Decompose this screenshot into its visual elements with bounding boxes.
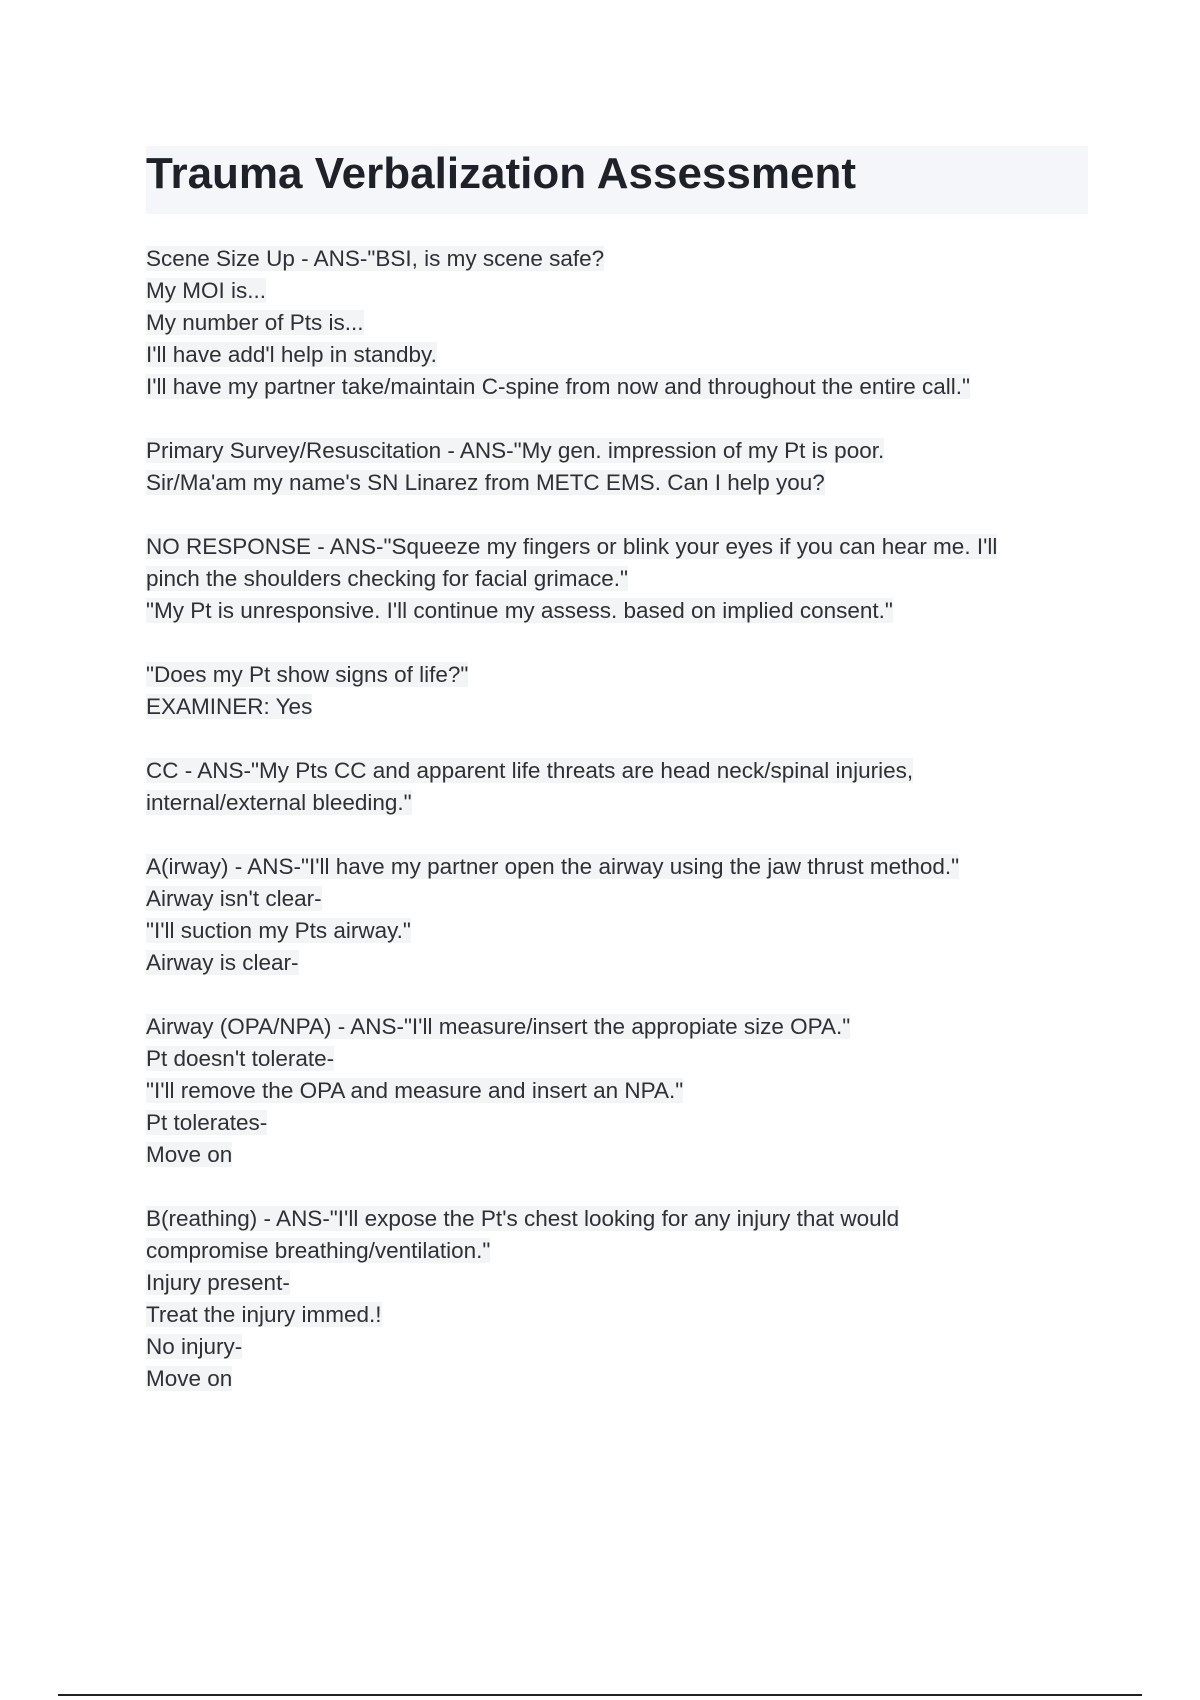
text-line [146,1139,1096,1171]
text-line [146,371,1096,403]
text-line-content: NO RESPONSE - ANS-"Squeeze my fingers or blink your eyes if you can hear me. I'll [146,534,998,559]
text-line-content: "I'll suction my Pts airway." [146,918,411,943]
text-line-content: "My Pt is unresponsive. I'll continue my assess. based on implied consent." [146,598,893,623]
text-line [146,339,1096,371]
qa-block [146,531,1096,627]
text-line [146,1235,1096,1267]
text-line [146,883,1096,915]
text-line [146,947,1096,979]
text-line-content: Injury present- [146,1270,290,1295]
text-line-content: My MOI is... [146,278,266,303]
footer-divider [58,1694,1142,1696]
text-line [146,1331,1096,1363]
text-line-content: CC - ANS-"My Pts CC and apparent life threats are head neck/spinal injuries, [146,758,914,783]
text-line-content: Sir/Ma'am my name's SN Linarez from METC EMS. Can I help you? [146,470,825,495]
text-line [146,1107,1096,1139]
text-line-content: Scene Size Up - ANS-"BSI, is my scene safe? [146,246,605,271]
text-line-content: Move on [146,1142,233,1167]
text-line [146,1203,1096,1235]
qa-block [146,659,1096,723]
qa-block [146,435,1096,499]
qa-block [146,1203,1096,1395]
qa-block [146,851,1096,979]
text-line-content: A(irway) - ANS-"I'll have my partner open the airway using the jaw thrust method." [146,854,960,879]
text-line-content: Move on [146,1366,233,1391]
qa-block [146,755,1096,819]
qa-block [146,1011,1096,1171]
text-line [146,563,1096,595]
text-line-content: internal/external bleeding." [146,790,412,815]
text-line [146,1363,1096,1395]
text-line-content: EXAMINER: Yes [146,694,313,719]
qa-block [146,243,1096,403]
text-line [146,659,1096,691]
text-line [146,467,1096,499]
text-line [146,1043,1096,1075]
text-line-content: My number of Pts is... [146,310,364,335]
text-line-content: I'll have my partner take/maintain C-spine from now and throughout the entire call." [146,374,970,399]
text-line-content: "I'll remove the OPA and measure and insert an NPA." [146,1078,684,1103]
text-line-content: Primary Survey/Resuscitation - ANS-"My gen. impression of my Pt is poor. [146,438,885,463]
text-line [146,595,1096,627]
text-line-content: I'll have add'l help in standby. [146,342,437,367]
text-line [146,275,1096,307]
text-line [146,1011,1096,1043]
text-line-content: Airway is clear- [146,950,299,975]
text-line [146,531,1096,563]
text-line-content: Pt tolerates- [146,1110,268,1135]
text-line [146,851,1096,883]
text-line [146,787,1096,819]
text-line [146,915,1096,947]
text-line-content: Pt doesn't tolerate- [146,1046,335,1071]
text-line [146,435,1096,467]
text-line [146,1299,1096,1331]
text-line-content: compromise breathing/ventilation." [146,1238,491,1263]
text-line [146,755,1096,787]
text-line [146,691,1096,723]
text-line-content: Treat the injury immed.! [146,1302,382,1327]
page-title: Trauma Verbalization Assessment [146,146,1088,214]
text-line-content: pinch the shoulders checking for facial grimace." [146,566,628,591]
document-body [146,243,1096,1427]
text-line [146,243,1096,275]
text-line-content: B(reathing) - ANS-"I'll expose the Pt's chest looking for any injury that would [146,1206,900,1231]
text-line-content: No injury- [146,1334,243,1359]
text-line [146,1267,1096,1299]
text-line [146,307,1096,339]
text-line-content: "Does my Pt show signs of life?" [146,662,469,687]
text-line-content: Airway isn't clear- [146,886,322,911]
text-line [146,1075,1096,1107]
text-line-content: Airway (OPA/NPA) - ANS-"I'll measure/insert the appropiate size OPA." [146,1014,851,1039]
